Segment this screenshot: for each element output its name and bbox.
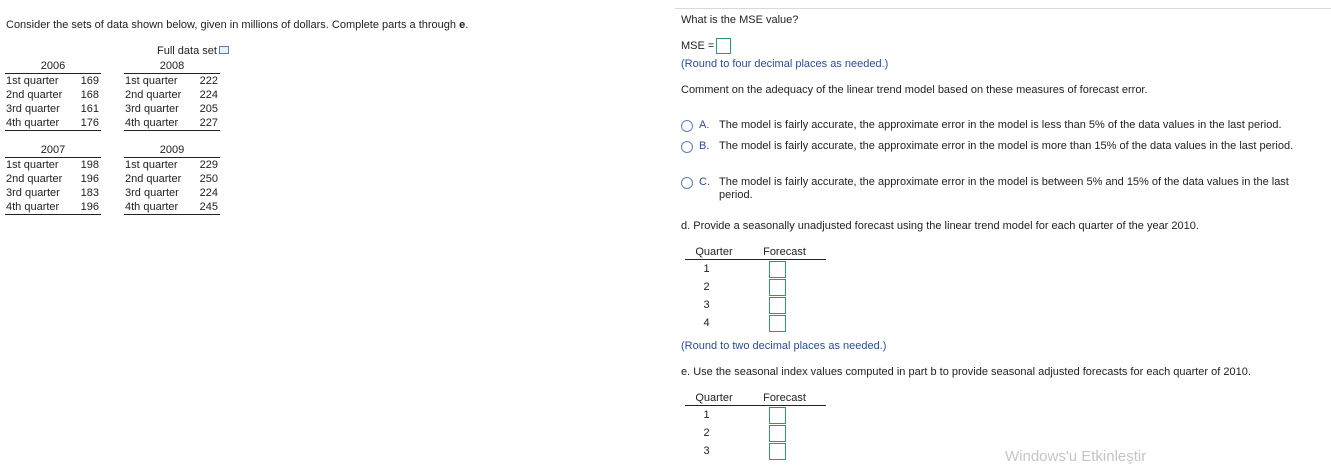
table-row: 3	[685, 442, 826, 460]
data-table-2006: 2006 1st quarter 169 2nd quarter 168 3rd quarter 161 4th quarter 176	[6, 60, 99, 129]
forecast-d-q2-input[interactable]	[769, 279, 786, 296]
forecast-e-q1-input[interactable]	[769, 407, 786, 424]
data-table-2007: 2007 1st quarter 198 2nd quarter 196 3rd quarter 183 4th quarter 196	[6, 144, 99, 213]
radio-b[interactable]	[681, 141, 693, 153]
part-e-prompt: e. Use the seasonal index values computed in part b to provide seasonal adjusted forecasts for each quarter of 2010.	[681, 366, 1251, 378]
forecast-table-e-header: Quarter Forecast	[685, 391, 826, 406]
forecast-table-d-header: Quarter Forecast	[685, 245, 826, 260]
option-b[interactable]: B. The model is fairly accurate, the approximate error in the model is more than 15% of the data values in the last period.	[681, 140, 1321, 153]
forecast-d-q3-input[interactable]	[769, 297, 786, 314]
table-row: 2	[685, 278, 826, 296]
windows-activation-watermark: Windows'u Etkinleştir	[1005, 448, 1147, 465]
forecast-d-q1-input[interactable]	[769, 261, 786, 278]
round-two-hint: (Round to two decimal places as needed.)	[681, 340, 887, 352]
table-row: 1	[685, 260, 826, 278]
table-row: 3	[685, 296, 826, 314]
option-c[interactable]: C. The model is fairly accurate, the approximate error in the model is between 5% and 15% of the data values in the last period.	[681, 176, 1321, 202]
question-panel	[672, 0, 1331, 463]
radio-c[interactable]	[681, 177, 693, 189]
table-row: 2	[685, 424, 826, 442]
radio-a[interactable]	[681, 120, 693, 132]
round-four-hint: (Round to four decimal places as needed.)	[681, 58, 889, 70]
data-table-2008: 2008 1st quarter 222 2nd quarter 224 3rd quarter 205 4th quarter 227	[125, 60, 218, 129]
forecast-e-q2-input[interactable]	[769, 425, 786, 442]
mse-question: What is the MSE value?	[681, 14, 799, 26]
open-window-icon[interactable]	[219, 46, 229, 54]
mse-label: MSE =	[681, 39, 715, 52]
forecast-d-q4-input[interactable]	[769, 315, 786, 332]
forecast-table-d	[685, 245, 826, 332]
full-data-set-link[interactable]: Full data set	[157, 45, 229, 57]
forecast-e-q3-input[interactable]	[769, 443, 786, 460]
mse-row	[681, 38, 731, 54]
part-d-prompt: d. Provide a seasonally unadjusted forecast using the linear trend model for each quarter of the year 2010.	[681, 220, 1199, 232]
table-row: 4	[685, 314, 826, 332]
mse-input[interactable]	[716, 38, 731, 54]
data-table-2009: 2009 1st quarter 229 2nd quarter 250 3rd quarter 224 4th quarter 245	[125, 144, 218, 213]
intro-text: Consider the sets of data shown below, given in millions of dollars. Complete parts a through e.	[6, 19, 469, 31]
forecast-table-e	[685, 391, 826, 460]
comment-prompt: Comment on the adequacy of the linear trend model based on these measures of forecast error.	[681, 84, 1148, 96]
table-row: 1	[685, 406, 826, 424]
option-a[interactable]: A. The model is fairly accurate, the approximate error in the model is less than 5% of the data values in the last period.	[681, 119, 1321, 132]
